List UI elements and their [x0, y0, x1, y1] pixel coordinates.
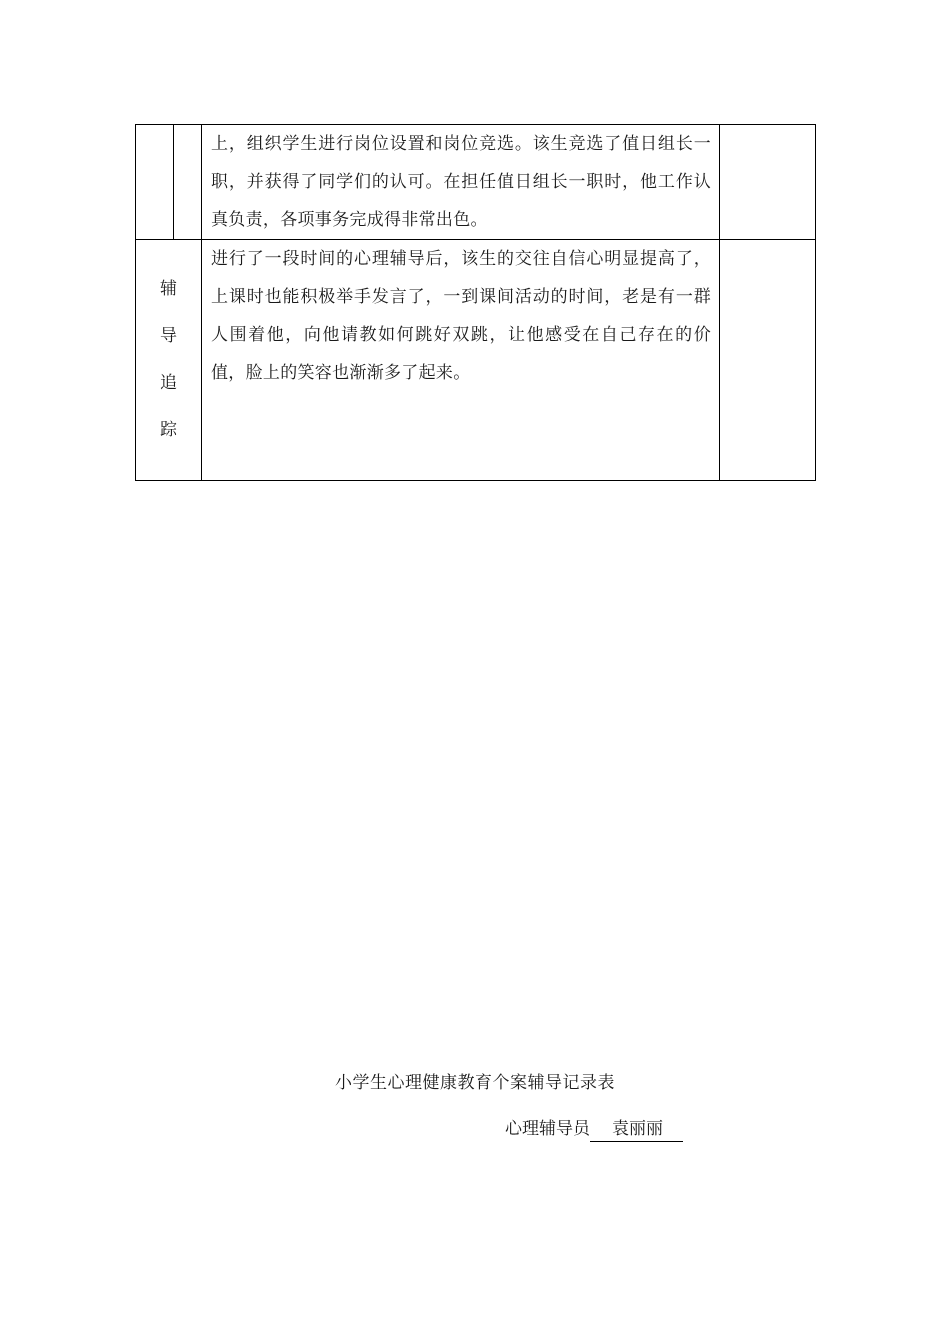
tracking-label-char: 追: [160, 373, 177, 393]
remark-cell-continued: [720, 125, 816, 240]
tracking-label: [160, 266, 177, 454]
sublabel-cell-empty: [174, 125, 202, 240]
record-table: [135, 124, 816, 481]
counselor-line: [505, 1114, 683, 1142]
tracking-label-char: 踪: [160, 420, 177, 440]
counselor-label: 心理辅导员: [505, 1119, 590, 1139]
tracking-label-char: 导: [160, 326, 177, 346]
table-row-tracking: [136, 240, 816, 481]
form-title: 小学生心理健康教育个案辅导记录表: [335, 1073, 615, 1093]
remark-cell-tracking: [720, 240, 816, 481]
label-cell-empty: [136, 125, 174, 240]
counselor-name: 袁丽丽: [590, 1118, 683, 1142]
content-cell-continued: 上，组织学生进行岗位设置和岗位竞选。该生竞选了值日组长一职，并获得了同学们的认可。在担任值日组长一职时，他工作认真负责，各项事务完成得非常出色。: [202, 125, 720, 240]
content-cell-tracking: 进行了一段时间的心理辅导后，该生的交往自信心明显提高了，上课时也能积极举手发言了，一到课间活动的时间，老是有一群人围着他，向他请教如何跳好双跳，让他感受在自己存在的价值，脸上的笑容也渐渐多了起来。: [202, 240, 720, 481]
table-row-continued: [136, 125, 816, 240]
tracking-label-cell: [136, 240, 202, 481]
tracking-label-char: 辅: [160, 279, 177, 299]
